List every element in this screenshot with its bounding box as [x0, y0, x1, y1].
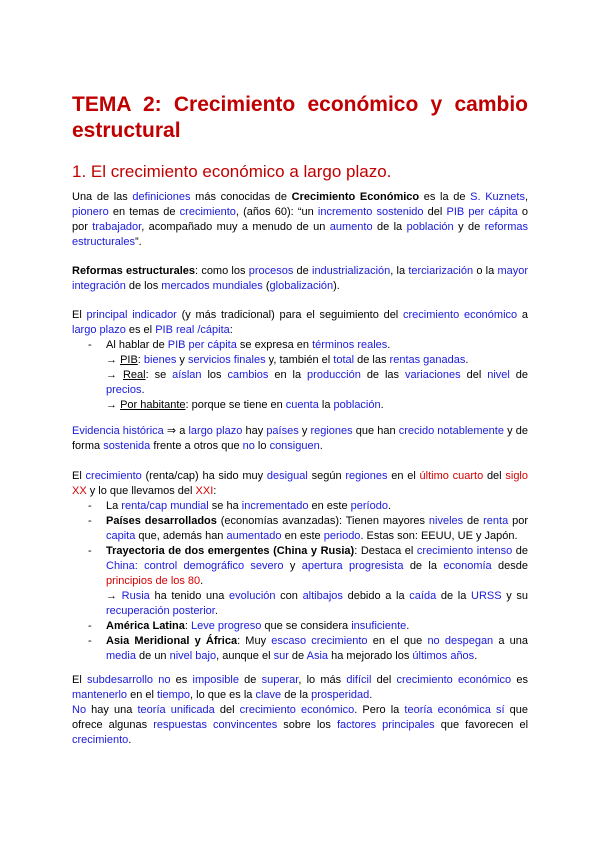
- list-item: - Al hablar de PIB per cápita se expresa en términos reales. → PIB: bienes y servicios finales y, también el total de las rentas ganadas. → Real: se aíslan los cambios en la producción de las variaciones del nivel de precios. → Por habitante: porque se tiene en cuenta la población.: [72, 338, 528, 413]
- list-subitem: → Por habitante: porque se tiene en cuenta la población.: [106, 399, 384, 411]
- paragraph-crecimiento-desigual: El crecimiento (renta/cap) ha sido muy desigual según regiones en el último cuarto del siglo XX y lo que llevamos del XXI: - La renta/cap mundial se ha incrementado en este período. - Países desarrollados (economías avanzadas): Tienen mayores niveles de renta por capita que, además han aumentado en este periodo. Estas son: EEUU, UE y Japón. - Trayectoria de dos emergentes (China y Rusia): Destaca el crecimiento intenso de China: control demográfico severo y apertura progresista de la economía desde principios de los 80. → Rusia ha tenido una evolución con altibajos debido a la caída de la URSS y su recuperación posterior. - América Latina: Leve progreso que se considera insuficiente. - Asia Meridional y África: Muy escaso crecimiento en el que no despegan a una media de un nivel bajo, aunque el sur de Asia ha mejorado los últimos años.: [72, 469, 528, 664]
- paragraph-teoria: No hay una teoría unificada del crecimiento económico. Pero la teoría económica sí que ofrece algunas respuestas convincentes sobre los factores principales que favorecen el crecimiento.: [72, 704, 529, 746]
- indicator-list: [72, 338, 528, 413]
- regions-list: [72, 499, 528, 664]
- list-item: - Trayectoria de dos emergentes (China y Rusia): Destaca el crecimiento intenso de China: control demográfico severo y apertura progresista de la economía desde principios de los 80. → Rusia ha tenido una evolución con altibajos debido a la caída de la URSS y su recuperación posterior.: [72, 544, 528, 619]
- paragraph-kuznets-definition: Una de las definiciones más conocidas de Crecimiento Económico es la de S. Kuznets, pionero en temas de crecimiento, (años 60): “un incremento sostenido del PIB per cápita o por trabajador, acompañado muy a menudo de un aumento de la población y de reformas estructurales”.: [72, 191, 529, 248]
- list-item: - Asia Meridional y África: Muy escaso crecimiento en el que no despegan a una media de un nivel bajo, aunque el sur de Asia ha mejorado los últimos años.: [72, 634, 528, 664]
- list-subitem: → Rusia ha tenido una evolución con altibajos debido a la caída de la URSS y su recuperación posterior.: [106, 590, 529, 617]
- page-title: TEMA 2: Crecimiento económico y cambio estructural: [72, 93, 528, 142]
- section-heading: 1. El crecimiento económico a largo plazo.: [72, 162, 392, 181]
- paragraph-principal-indicador: El principal indicador (y más tradicional) para el seguimiento del crecimiento económico a largo plazo es el PIB real /cápita: - Al hablar de PIB per cápita se expresa en términos reales. → PIB: bienes y servicios finales y, también el total de las rentas ganadas. → Real: se aíslan los cambios en la producción de las variaciones del nivel de precios. → Por habitante: porque se tiene en cuenta la población.: [72, 308, 528, 413]
- list-item: - América Latina: Leve progreso que se considera insuficiente.: [72, 619, 528, 634]
- paragraph-reformas-estructurales: Reformas estructurales: como los procesos de industrialización, la terciarización o la mayor integración de los mercados mundiales (globalización).: [72, 265, 528, 292]
- list-item: - La renta/cap mundial se ha incrementado en este período.: [72, 499, 528, 514]
- list-subitem: → Real: se aíslan los cambios en la producción de las variaciones del nivel de precios.: [106, 369, 529, 396]
- list-subitem: → PIB: bienes y servicios finales y, también el total de las rentas ganadas.: [106, 354, 469, 366]
- paragraph-subdesarrollo: El subdesarrollo no es imposible de superar, lo más difícil del crecimiento económico es mantenerlo en el tiempo, lo que es la clave de la prosperidad. No hay una teoría unificada del crecimiento económico. Pero la teoría económica sí que ofrece algunas respuestas convincentes sobre los factores principales que favorecen el crecimiento.: [72, 674, 529, 746]
- list-item: - Países desarrollados (economías avanzadas): Tienen mayores niveles de renta por capita que, además han aumentado en este periodo. Estas son: EEUU, UE y Japón.: [72, 514, 528, 544]
- paragraph-evidencia-historica: Evidencia histórica ⇒ a largo plazo hay países y regiones que han crecido notablemente y de forma sostenida frente a otros que no lo consiguen.: [72, 425, 528, 452]
